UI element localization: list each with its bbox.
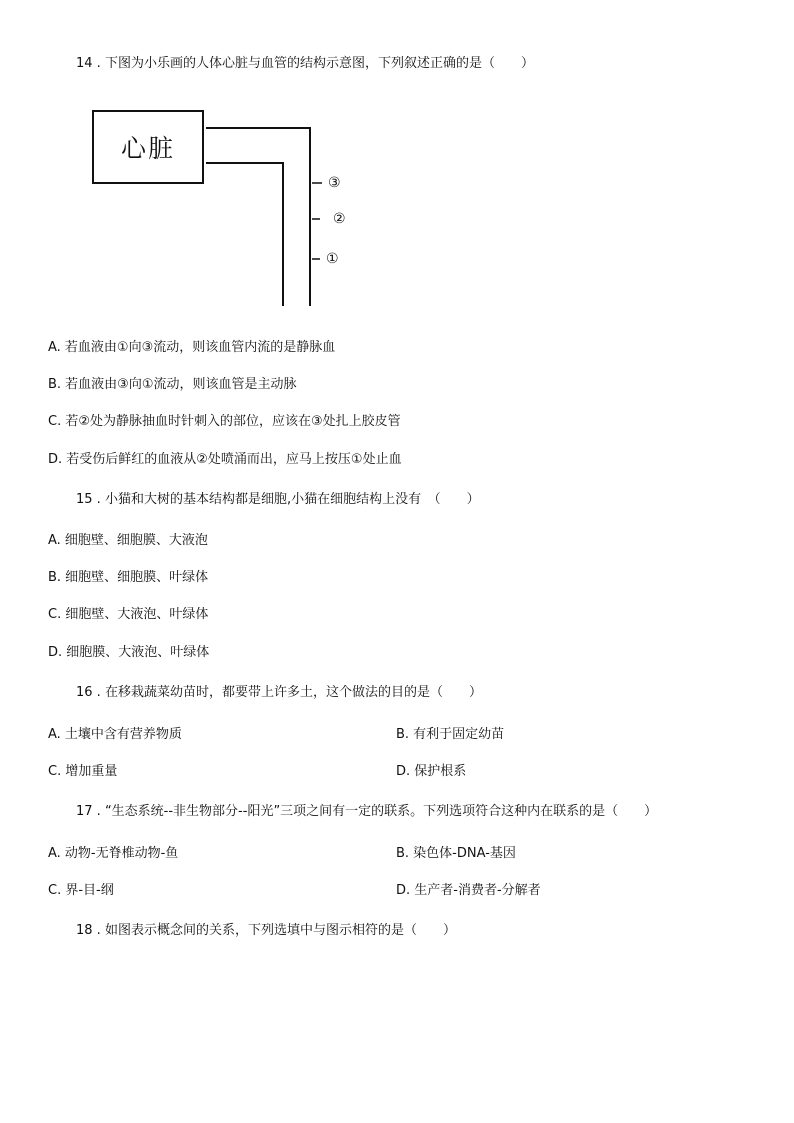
question-17-stem: 17 . “生态系统--非生物部分--阳光”三项之间有一定的联系。下列选项符合这种内在联系的是（ ） [76, 804, 658, 819]
q15-option-a: A. 细胞壁、细胞膜、大液泡 [48, 533, 208, 548]
q16-option-b: B. 有利于固定幼苗 [396, 727, 505, 742]
q15-option-d: D. 细胞膜、大液泡、叶绿体 [48, 645, 210, 660]
q14-option-c: C. 若②处为静脉抽血时针刺入的部位，应该在③处扎上胶皮管 [48, 414, 401, 429]
question-14-stem: 14 . 下图为小乐画的人体心脏与血管的结构示意图，下列叙述正确的是（ ） [76, 56, 534, 71]
blood-vessel-lines [90, 108, 370, 308]
q14-option-a: A. 若血液由①向③流动，则该血管内流的是静脉血 [48, 340, 336, 355]
heart-vessel-diagram [90, 108, 370, 308]
q17-option-d: D. 生产者-消费者-分解者 [396, 883, 541, 898]
q16-option-d: D. 保护根系 [396, 764, 467, 779]
q15-option-b: B. 细胞壁、细胞膜、叶绿体 [48, 570, 209, 585]
heart-label: 心脏 [120, 134, 175, 163]
vessel-inner-wall [206, 163, 283, 306]
q16-option-a: A. 土壤中含有营养物质 [48, 727, 182, 742]
q14-option-d: D. 若受伤后鲜红的血液从②处喷涌而出，应马上按压①处止血 [48, 452, 402, 467]
marker-3: ③ [328, 175, 341, 191]
question-18-stem: 18 . 如图表示概念间的关系，下列选填中与图示相符的是（ ） [76, 923, 456, 938]
vessel-outer-wall [206, 128, 310, 306]
q17-option-c: C. 界-目-纲 [48, 883, 114, 898]
marker-2: ② [333, 211, 346, 227]
question-16-stem: 16 . 在移栽蔬菜幼苗时，都要带上许多土，这个做法的目的是（ ） [76, 685, 482, 700]
question-15-stem: 15 . 小猫和大树的基本结构都是细胞,小猫在细胞结构上没有 （ ） [76, 492, 480, 507]
q15-option-c: C. 细胞壁、大液泡、叶绿体 [48, 607, 209, 622]
marker-1: ① [326, 251, 339, 267]
q14-option-b: B. 若血液由③向①流动，则该血管是主动脉 [48, 377, 297, 392]
q17-option-b: B. 染色体-DNA-基因 [396, 846, 516, 861]
q17-option-a: A. 动物-无脊椎动物-鱼 [48, 846, 179, 861]
q16-option-c: C. 增加重量 [48, 764, 118, 779]
